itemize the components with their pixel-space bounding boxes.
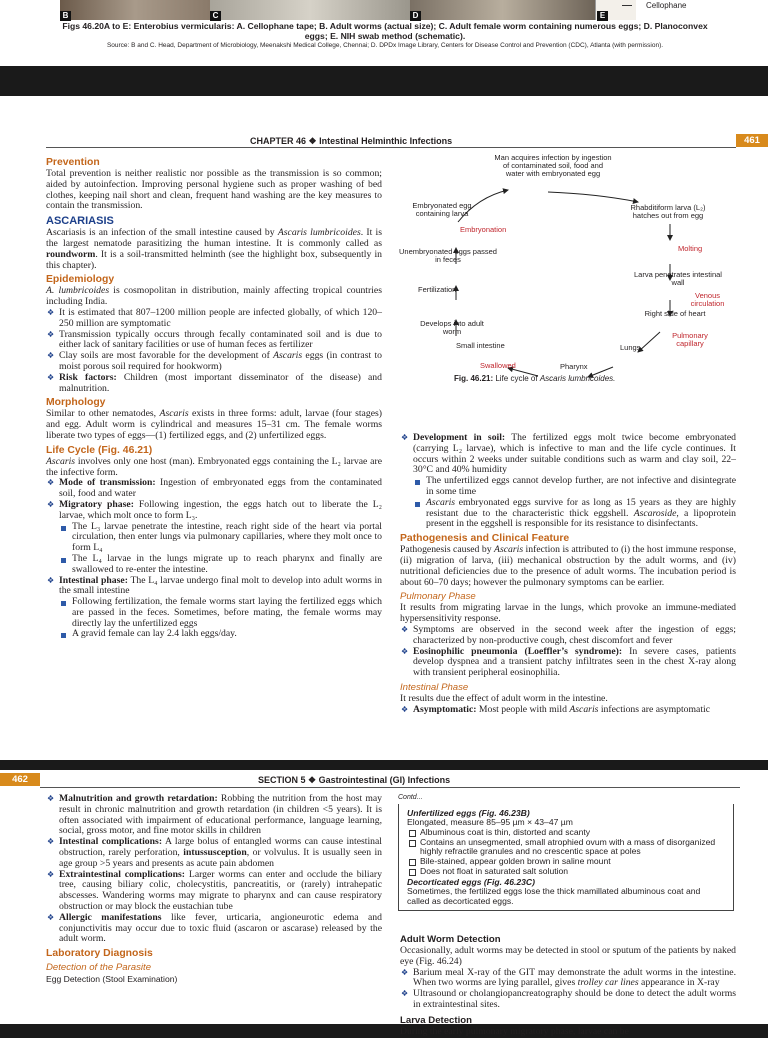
diagram-node: Rhabditiform larva (L₂) hatches out from egg	[630, 203, 706, 221]
text: involves only one host (man). Embryonated eggs containing the L₂ larvae are the infective form.	[46, 455, 382, 478]
page-number: 462	[0, 773, 40, 786]
term: Eosinophilic pneumonia (Loeffler’s syndrome):	[413, 645, 623, 657]
species-name: Ascaris	[494, 544, 524, 556]
bullet-list	[400, 705, 736, 716]
section-heading: Adult Worm Detection	[400, 934, 501, 945]
text: The fertilized eggs molt twice become embryonated (carrying L₂ larvae), which is infective to man and the life cycle continues. It occurs within 2 weeks under suitable conditions such as warm and clay soil, 22–30°C and 40% humidity	[413, 432, 736, 476]
box-list-item: Does not float in saturated salt solution	[407, 867, 725, 877]
box-heading: Decorticated eggs (Fig. 46.23C)	[407, 876, 535, 887]
diagram-step-label: Embryonation	[460, 225, 507, 234]
figure-photo-d	[410, 0, 595, 20]
list-item	[46, 837, 382, 869]
paragraph: Occasionally, adult worms may be detected in stool or sputum of the patients by naked eye (Fig. 46.24)	[400, 945, 736, 967]
running-head: CHAPTER 46 ❖ Intestinal Helminthic Infections	[250, 136, 453, 146]
term: Malnutrition and growth retardation:	[59, 793, 218, 804]
photo-label: E	[597, 11, 608, 21]
paragraph	[46, 409, 382, 441]
bullet-list	[46, 478, 382, 640]
text: Pathogenesis caused by	[400, 544, 495, 556]
box-text: Elongated, measure 85–95 µm × 43–47 µm	[407, 817, 573, 827]
term: Development in soil:	[413, 432, 506, 443]
list-item	[46, 478, 382, 500]
text: eggs (in contrast to moist porous soil required for hookworm)	[59, 350, 382, 372]
subsection-heading: Detection of the Parasite	[46, 962, 152, 974]
box-list-item: Albuminous coat is thin, distorted and scanty	[407, 828, 725, 838]
caption-number: Fig. 46.21:	[454, 374, 494, 383]
term: roundworm	[46, 248, 96, 260]
page-number: 461	[736, 134, 768, 147]
list-item	[400, 705, 736, 716]
continued-label: Contd...	[398, 794, 423, 801]
paragraph	[46, 286, 382, 308]
figure-photo-c	[210, 0, 410, 20]
list-item: ❖ Ultrasound or cholangiopancreatography should be done to detect the adult worms in extraintestinal sites.	[400, 989, 736, 1011]
diagram-node: Man acquires infection by ingestion of contaminated soil, food and water with embryonated egg	[494, 153, 612, 179]
text: Following ingestion, the eggs hatch out to liberate the L₂ larvae, which molt once to form L₃.	[59, 498, 382, 521]
text: Clay soils are most favorable for the development of	[59, 350, 274, 362]
text: , a lipoprotein present in the eggshell is responsible for its resistance to disinfectants.	[426, 507, 737, 530]
term: Risk factors:	[59, 371, 117, 383]
list-item	[400, 968, 736, 990]
list-item: ❖ Symptoms are observed in the second week after the ingestion of eggs; characterized by non-productive cough, chest discomfort and fever	[400, 625, 736, 647]
diagram-node: Right side of heart	[644, 309, 706, 318]
paragraph: During the early pulmonary migratory phase, larvae can be	[400, 1025, 629, 1037]
term: Intestinal phase:	[59, 574, 128, 586]
diagram-step-label: Fertilization	[418, 285, 457, 294]
running-head: SECTION 5 ❖ Gastrointestinal (GI) Infections	[258, 775, 451, 785]
sub-list-item: The L₄ larvae in the lungs migrate up to reach pharynx and finally are swallowed to re-enter the intestine.	[46, 554, 382, 576]
paragraph: It results due the effect of adult worm in the intestine.	[400, 692, 608, 704]
list-item	[46, 913, 382, 945]
list-item	[400, 647, 736, 679]
text: Ascariasis is an infection of the small intestine caused by	[46, 227, 278, 239]
cellophane-label: Cellophane	[646, 1, 687, 10]
species-name: Ascaris	[426, 496, 456, 508]
sub-list-item: Following fertilization, the female worms start laying the fertilized eggs which are passed in the feces. Sometimes, before mating, the female worms may directly lay the unfertilized eggs	[46, 597, 382, 629]
term: Extraintestinal complications:	[59, 868, 186, 880]
text: Similar to other nematodes,	[46, 408, 160, 420]
page-461	[0, 96, 768, 760]
section-heading: Prevention	[46, 157, 100, 168]
text: is cosmopolitan in distribution, mainly affecting tropical countries including India.	[46, 285, 382, 308]
diagram-step-label: Pulmonary capillary	[672, 331, 708, 349]
term: Migratory phase:	[59, 498, 134, 510]
term: Asymptomatic:	[413, 703, 477, 715]
subsection-heading: Intestinal Phase	[400, 681, 469, 693]
list-item	[46, 351, 382, 373]
diagram-node: Embryonated egg containing larva	[412, 201, 472, 219]
species-name: Ascaris lumbricoides.	[539, 374, 616, 383]
caption-text: Enterobius vermicularis: A. Cellophane tape; B. Adult worms (actual size); C. Adult female worm containing numerous eggs; D. Planoconvex eggs; E. NIH swab method (schematic).	[131, 21, 708, 41]
term: Mode of transmission:	[59, 477, 156, 489]
figure-caption	[60, 21, 710, 41]
text: infection is attributed to (i) the host immune response, (ii) migration of larva, (iii) mechanical obstruction by the adult worms, and (iv) nutritional deficiencies due to the presence of adult worms. The incubation period is about 60–70 days; however the pulmonary symptoms can be earlier.	[400, 544, 737, 588]
text: exists in three forms: adult, larvae (four stages) and egg. Adult worm is cylindrical and measures 15–31 cm. The female worms liberate two types of eggs—(1) fertilized eggs, and (2) unfertilized eggs.	[46, 408, 382, 441]
right-column	[400, 930, 736, 1038]
section-heading: Pathogenesis and Clinical Feature	[400, 533, 570, 545]
pointer-line	[622, 5, 632, 6]
text: embryonated eggs survive for as long as 15 years as they are highly resistant due to the characteristic thick eggshell.	[426, 496, 736, 519]
diagram-node: Lungs	[620, 343, 641, 352]
box-heading: Unfertilized eggs (Fig. 46.23B)	[407, 808, 530, 818]
diagram-node: Develops into adult worm	[420, 319, 484, 337]
species-name: Ascaris	[273, 350, 303, 362]
list-item	[46, 870, 382, 913]
term: Intestinal complications:	[59, 836, 163, 848]
text: , or volvulus. It is usually seen in age group >5 years and presents as acute pain abdomen	[59, 846, 382, 869]
sub-list-item	[400, 498, 736, 530]
diagram-step-label: Venous circulation	[690, 291, 725, 309]
chapter-subheading: ASCARIASIS	[46, 215, 114, 228]
term: Allergic manifestations	[59, 911, 162, 923]
bullet-list	[46, 308, 382, 394]
text: Robbing the nutrition from the host may result in chronic malnutrition and growth retardation (in children <5 years). It is often associated with impairment of educational performance, language learning, social, gross motor, and fine motor skills in children	[59, 793, 382, 837]
figure-source: Source: B and C. Head, Department of Microbiology, Meenakshi Medical College, Chennai; D. DPDx Image Library, Centers for Disease Control and Prevention (CDC), Atlanta (with permission).	[106, 42, 664, 49]
text: Children (most important disseminator of the disease) and malnutrition.	[59, 371, 382, 394]
right-column	[400, 433, 736, 716]
previous-page-fragment	[0, 0, 768, 66]
page-462	[0, 770, 768, 1037]
term: Ascaroside	[633, 507, 677, 519]
diagram-node: Unembryonated eggs passed in feces	[399, 247, 497, 265]
paragraph	[46, 228, 382, 271]
list-item	[46, 500, 382, 522]
diagram-node: Larva penetrates intestinal wall	[634, 270, 722, 288]
text: Barium meal X-ray of the GIT may demonstrate the adult worms in the intestine. When two worms are lying parallel, gives	[413, 966, 736, 989]
list-item	[400, 433, 736, 476]
section-heading: Epidemiology	[46, 274, 115, 286]
bullet-list	[400, 433, 736, 530]
info-box	[398, 804, 734, 911]
box-list-item: Bile-stained, appear golden brown in saline mount	[407, 857, 725, 867]
text: Ingestion of embryonated eggs from the contaminated soil, food and water	[59, 477, 382, 500]
text: The L₄ larvae undergo final molt to develop into adult worms in the small intestine	[59, 574, 382, 597]
diagram-node: Pharynx	[560, 362, 588, 371]
list-item	[46, 576, 382, 598]
term: trolley car lines	[577, 977, 639, 989]
paragraph	[400, 545, 736, 588]
diagram-step-label: Molting	[678, 244, 703, 253]
caption-number: Figs 46.20A to E:	[62, 21, 132, 31]
text: A large bolus of entangled worms can cause intestinal obstruction, rarely perforation,	[59, 836, 382, 858]
sub-list-item: The L₃ larvae penetrate the intestine, reach right side of the heart via portal circulation, then enter lungs via pulmonary capillaries, where they molt once to form L₄	[46, 522, 382, 554]
species-name: Ascaris	[569, 703, 599, 715]
list-item	[46, 794, 382, 837]
header-rule	[46, 147, 736, 148]
text: like fever, urticaria, angioneurotic edema and conjunctivitis may occur due to toxic fluid (ascaron or ascarase) released by the adult worm.	[59, 911, 382, 945]
header-rule	[40, 787, 740, 788]
species-name: Ascaris	[46, 455, 76, 467]
species-name: A. lumbricoides	[46, 285, 110, 297]
sub-list-item: The unfertilized eggs cannot develop further, are not infective and disintegrate in some time	[400, 476, 736, 498]
diagram-step-label: Swallowed	[480, 361, 516, 370]
subsection-heading: Pulmonary Phase	[400, 591, 476, 603]
lifecycle-figure	[398, 152, 738, 442]
text: Most people with mild	[476, 703, 570, 715]
section-heading: Life Cycle (Fig. 46.21)	[46, 444, 153, 456]
bullet-list	[400, 625, 736, 679]
species-name: Ascaris	[159, 408, 189, 420]
text: . It is the largest nematode parasitizing the human intestine. It is commonly called as	[46, 227, 382, 249]
text: In severe cases, patients develop dyspnea and a transient patchy infiltrates seen in the chest X-ray along with transient peripheral eosinophilia.	[413, 645, 736, 679]
bullet-list	[46, 794, 382, 945]
sub-list-item: A gravid female can lay 2.4 lakh eggs/day.	[46, 629, 382, 640]
box-list-item: Contains an unsegmented, small atrophied ovum with a mass of disorganized highly refractile granules and no crescentic space at poles	[407, 838, 725, 858]
figure-caption	[454, 374, 615, 383]
box-text: Sometimes, the fertilized eggs lose the thick mamillated albuminous coat and called as decorticated eggs.	[407, 885, 701, 906]
list-item: ❖ It is estimated that 807–1200 million people are infected globally, of which 120–250 million are symptomatic	[46, 308, 382, 330]
section-heading: Morphology	[46, 397, 106, 409]
species-name: Ascaris lumbricoides	[277, 227, 361, 239]
text: infections are asymptomatic	[598, 703, 711, 715]
figure-photo-b	[60, 0, 210, 20]
photo-label: C	[210, 11, 221, 21]
photo-label: D	[410, 11, 421, 21]
caption-text: Life cycle of	[493, 374, 540, 383]
diagram-node: Small intestine	[456, 341, 505, 350]
term: intussusception	[183, 846, 247, 858]
text: Larger worms can enter and occlude the biliary tree, causing biliary colic, cholecystitis, pancreatitis, or (rarely) intrahepatic abscesses. Wandering worms may migrate to pharynx and can cause respiratory obstruction or may block the eustachian tube	[59, 868, 382, 912]
left-column	[46, 794, 382, 984]
left-column	[46, 154, 382, 640]
section-heading: Laboratory Diagnosis	[46, 948, 153, 960]
text: . It is a soil-transmitted helminth (see the highlight box, subsequently in this chapter).	[46, 248, 382, 271]
list-item: ❖ Transmission typically occurs through fecally contaminated soil and is due to either lack of sanitary facilities or use of human feces as fertilizer	[46, 330, 382, 352]
photo-label: B	[60, 11, 71, 21]
text: appearance in X-ray	[638, 977, 720, 989]
list-item	[46, 373, 382, 395]
paragraph: It results from migrating larvae in the lungs, which provoke an immune-mediated hypersensitivity response.	[400, 602, 736, 625]
paragraph	[46, 457, 382, 479]
paragraph: Total prevention is neither realistic nor possible as the transmission is so common; aided by autoinfection. Improving personal hygiene such as proper washing of bed clothes, keeping nail short and clean, frequent hand washing are the key measures to contain the transmission.	[46, 168, 382, 212]
section-heading: Larva Detection	[400, 1014, 472, 1026]
bullet-list	[400, 968, 736, 1011]
subsection-heading: Egg Detection (Stool Examination)	[46, 974, 178, 985]
